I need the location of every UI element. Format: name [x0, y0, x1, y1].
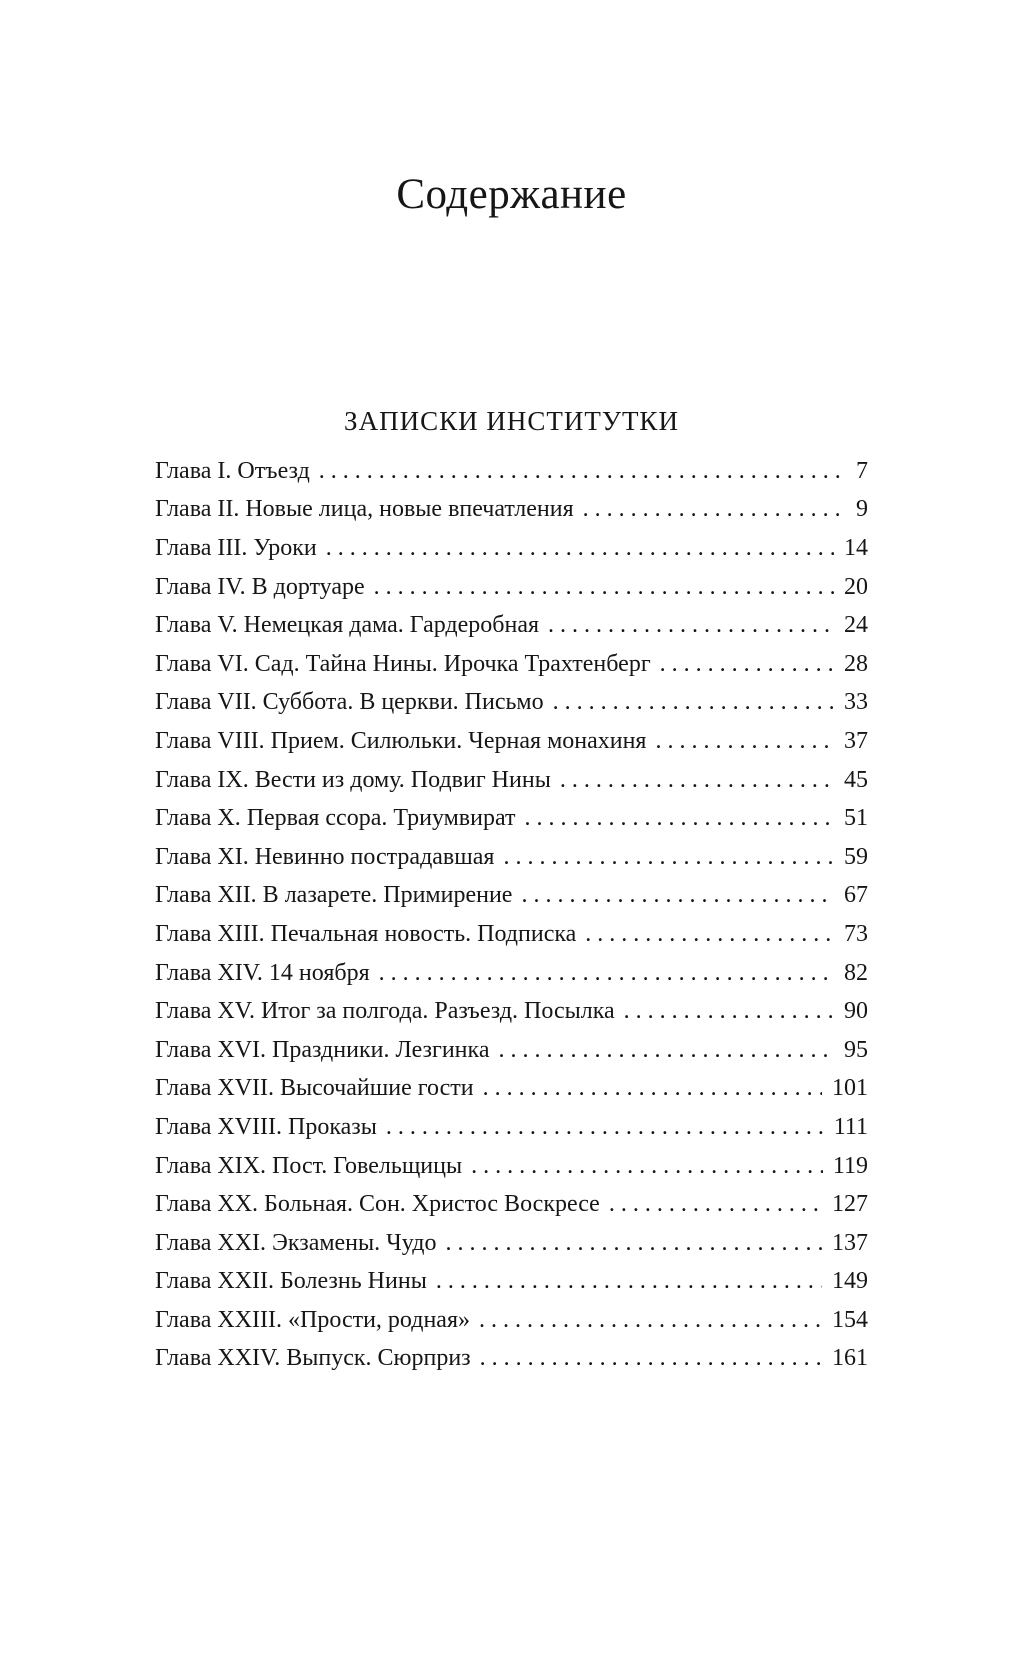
chapter-title: Глава XX. Больная. Сон. Христос Воскресе [155, 1191, 600, 1218]
dot-leader [655, 722, 834, 761]
page-number: 90 [844, 998, 868, 1025]
chapter-title: Глава V. Немецкая дама. Гардеробная [155, 612, 540, 639]
toc-entry [155, 876, 868, 915]
dot-leader [624, 992, 834, 1031]
chapter-title: Глава XXIV. Выпуск. Сюрприз [155, 1345, 471, 1372]
chapter-title: Глава VI. Сад. Тайна Нины. Ирочка Трахтенберг [155, 650, 651, 677]
chapter-title: Глава IV. В дортуаре [155, 573, 365, 600]
dot-leader [503, 838, 834, 877]
toc-entry [155, 1339, 868, 1378]
page-number: 127 [832, 1191, 868, 1218]
dot-leader [326, 529, 834, 568]
chapter-title: Глава XV. Итог за полгода. Разъезд. Посылка [155, 998, 615, 1025]
page-number: 111 [833, 1113, 868, 1140]
toc-entry [155, 645, 868, 684]
page-number: 161 [832, 1345, 868, 1372]
chapter-title: Глава XVII. Высочайшие гости [155, 1075, 474, 1102]
page-number: 45 [844, 766, 868, 793]
dot-leader [471, 1147, 823, 1186]
toc-entry [155, 838, 868, 877]
page-number: 59 [844, 843, 868, 870]
toc-entry [155, 529, 868, 568]
toc-entry [155, 1031, 868, 1070]
dot-leader [521, 876, 834, 915]
toc-entry [155, 1069, 868, 1108]
dot-leader [525, 799, 834, 838]
toc-entry [155, 1262, 868, 1301]
dot-leader [609, 1185, 822, 1224]
dot-leader [498, 1031, 834, 1070]
dot-leader [386, 1108, 824, 1147]
contents-title: Содержание [396, 171, 627, 218]
toc-entry [155, 761, 868, 800]
dot-leader [379, 954, 834, 993]
toc-entry [155, 1147, 868, 1186]
chapter-title: Глава IX. Вести из дому. Подвиг Нины [155, 766, 551, 793]
page-number: 137 [832, 1229, 868, 1256]
dot-leader [553, 683, 834, 722]
page-number: 119 [832, 1152, 868, 1179]
toc-entry [155, 799, 868, 838]
chapter-title: Глава XVI. Праздники. Лезгинка [155, 1036, 490, 1063]
toc-entry [155, 1301, 868, 1340]
dot-leader [583, 490, 844, 529]
chapter-title: Глава XI. Невинно пострадавшая [155, 843, 495, 870]
chapter-title: Глава X. Первая ссора. Триумвират [155, 805, 516, 832]
chapter-title: Глава VIII. Прием. Силюльки. Черная монахиня [155, 727, 647, 754]
toc-entry [155, 490, 868, 529]
chapter-title: Глава XXI. Экзамены. Чудо [155, 1229, 437, 1256]
chapter-title: Глава II. Новые лица, новые впечатления [155, 496, 574, 523]
page-number: 24 [844, 612, 868, 639]
chapter-title: Глава III. Уроки [155, 535, 317, 562]
chapter-title: Глава XXII. Болезнь Нины [155, 1268, 427, 1295]
dot-leader [660, 645, 834, 684]
chapter-title: Глава XII. В лазарете. Примирение [155, 882, 513, 909]
chapter-title: Глава VII. Суббота. В церкви. Письмо [155, 689, 544, 716]
dot-leader [480, 1339, 822, 1378]
chapter-title: Глава XIX. Пост. Говельщицы [155, 1152, 463, 1179]
dot-leader [445, 1224, 822, 1263]
chapter-title: Глава XIV. 14 ноября [155, 959, 370, 986]
page-number: 51 [844, 805, 868, 832]
chapter-title: Глава XVIII. Проказы [155, 1113, 377, 1140]
page-number: 9 [856, 496, 868, 523]
dot-leader [374, 568, 834, 607]
toc-entry [155, 1108, 868, 1147]
page-number: 28 [844, 650, 868, 677]
toc-list [155, 452, 868, 1378]
dot-leader [585, 915, 834, 954]
page-number: 33 [844, 689, 868, 716]
page-number: 101 [832, 1075, 868, 1102]
dot-leader [436, 1262, 822, 1301]
toc-entry [155, 954, 868, 993]
toc-entry [155, 992, 868, 1031]
toc-entry [155, 1224, 868, 1263]
dot-leader [319, 452, 844, 491]
page-number: 95 [844, 1036, 868, 1063]
page-number: 7 [856, 457, 868, 484]
page-number: 67 [844, 882, 868, 909]
page-number: 149 [832, 1268, 868, 1295]
toc-entry [155, 1185, 868, 1224]
dot-leader [479, 1301, 822, 1340]
dot-leader [483, 1069, 822, 1108]
toc-entry [155, 606, 868, 645]
toc-entry [155, 722, 868, 761]
chapter-title: Глава I. Отъезд [155, 457, 310, 484]
toc-entry [155, 568, 868, 607]
dot-leader [560, 761, 834, 800]
page-number: 82 [844, 959, 868, 986]
toc-entry [155, 683, 868, 722]
chapter-title: Глава XIII. Печальная новость. Подписка [155, 920, 577, 947]
page-number: 37 [844, 727, 868, 754]
chapter-title: Глава XXIII. «Прости, родная» [155, 1306, 470, 1333]
dot-leader [548, 606, 834, 645]
page-number: 73 [844, 920, 868, 947]
page-number: 14 [844, 535, 868, 562]
page-number: 154 [832, 1306, 868, 1333]
toc-entry [155, 915, 868, 954]
book-section-title: ЗАПИСКИ ИНСТИТУТКИ [344, 406, 679, 437]
page-number: 20 [844, 573, 868, 600]
toc-entry [155, 452, 868, 491]
